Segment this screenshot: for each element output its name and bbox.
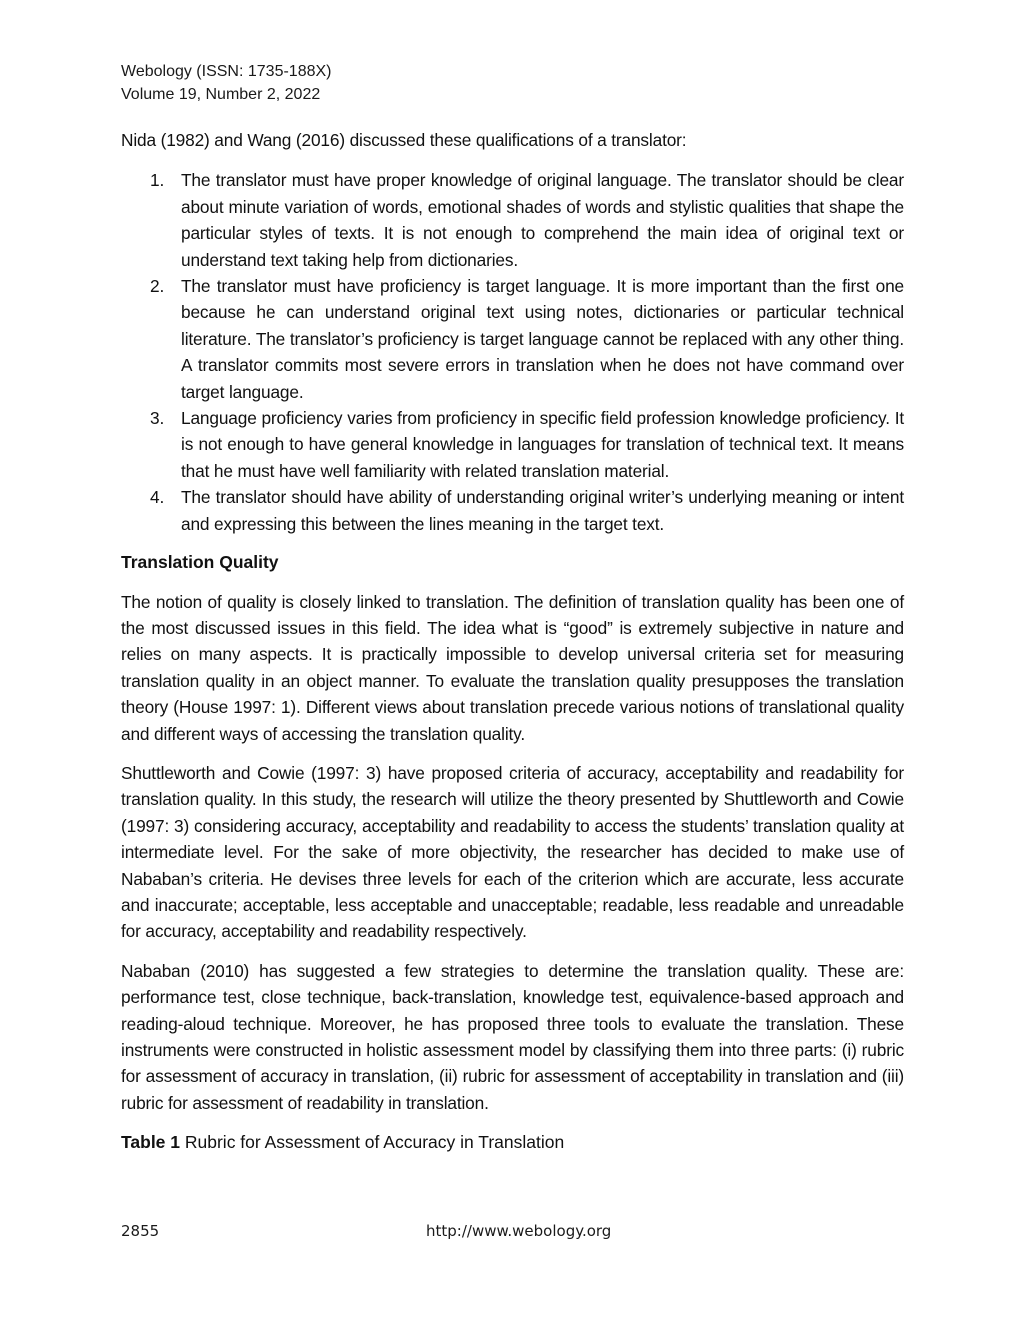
page-number: 2855 (121, 1222, 160, 1240)
list-item-number: 2. (150, 276, 165, 297)
journal-issn-line: Webology (ISSN: 1735-188X) (121, 63, 332, 80)
section-heading: Translation Quality (121, 552, 279, 573)
list-item-text: The translator must have proficiency is target language. It is more important than the first one because he can understand original text using notes, dictionaries or particular technical literature. The translator’s proficiency is target language cannot be replaced with any other thing. A translator commits most severe errors in translation when he does not have command over target language. (181, 276, 904, 402)
table-caption-label: Table 1 (121, 1132, 181, 1153)
paragraph-strategies: Nababan (2010) has suggested a few strategies to determine the translation quality. These are: performance test, close technique, back-translation, knowledge test, equivalence-based approach and reading-aloud technique. Moreover, he has proposed three tools to evaluate the translation. These instruments were constructed in holistic assessment model by classifying them into three parts: (i) rubric for assessment of accuracy in translation, (ii) rubric for assessment of acceptability in translation and (iii) rubric for assessment of readability in translation. (121, 960, 904, 1113)
list-item (121, 405, 904, 484)
list-item-text: The translator should have ability of understanding original writer’s underlying meaning or intent and expressing this between the lines meaning in the target text. (181, 487, 904, 534)
running-header (121, 60, 331, 106)
list-item-number: 4. (150, 487, 165, 508)
list-item-number: 1. (150, 170, 165, 191)
table-caption (121, 1129, 904, 1155)
list-item (121, 167, 904, 273)
qualifications-list (121, 167, 904, 537)
intro-paragraph: Nida (1982) and Wang (2016) discussed these qualifications of a translator: (121, 130, 687, 150)
list-item (121, 273, 904, 405)
volume-issue-line: Volume 19, Number 2, 2022 (121, 86, 321, 103)
footer-url-link[interactable]: http://www.webology.org (426, 1222, 612, 1240)
list-item-text: Language proficiency varies from proficiency in specific field profession knowledge proficiency. It is not enough to have general knowledge in languages for translation of technical text. It means that he must have well familiarity with related translation material. (181, 408, 904, 481)
paragraph-quality-notion: The notion of quality is closely linked to translation. The definition of translation quality has been one of the most discussed issues in this field. The idea what is “good” is extremely subjective in nature and relies on many aspects. It is practically impossible to develop universal criteria set for measuring translation quality in an object manner. To evaluate the translation quality presupposes the translation theory (House 1997: 1). Different views about translation precede various notions of translational quality and different ways of accessing the translation quality. (121, 591, 904, 744)
body-text (121, 127, 904, 1156)
list-item (121, 484, 904, 537)
paragraph-criteria: Shuttleworth and Cowie (1997: 3) have proposed criteria of accuracy, acceptability and readability for translation quality. In this study, the research will utilize the theory presented by Shuttleworth and Cowie (1997: 3) considering accuracy, acceptability and readability to access the students’ translation quality at intermediate level. For the sake of more objectivity, the researcher has decided to make use of Nababan’s criteria. He devises three levels for each of the criterion which are accurate, less accurate and inaccurate; acceptable, less acceptable and unacceptable; readable, less readable and unreadable for accuracy, acceptability and readability respectively. (121, 762, 904, 942)
list-item-text: The translator must have proper knowledge of original language. The translator should be clear about minute variation of words, emotional shades of words and stylistic qualities that shape the particular styles of texts. It is not enough to comprehend the main idea of original text or understand text taking help from dictionaries. (181, 170, 904, 270)
list-item-number: 3. (150, 408, 165, 429)
table-caption-title: Rubric for Assessment of Accuracy in Translation (180, 1132, 565, 1153)
